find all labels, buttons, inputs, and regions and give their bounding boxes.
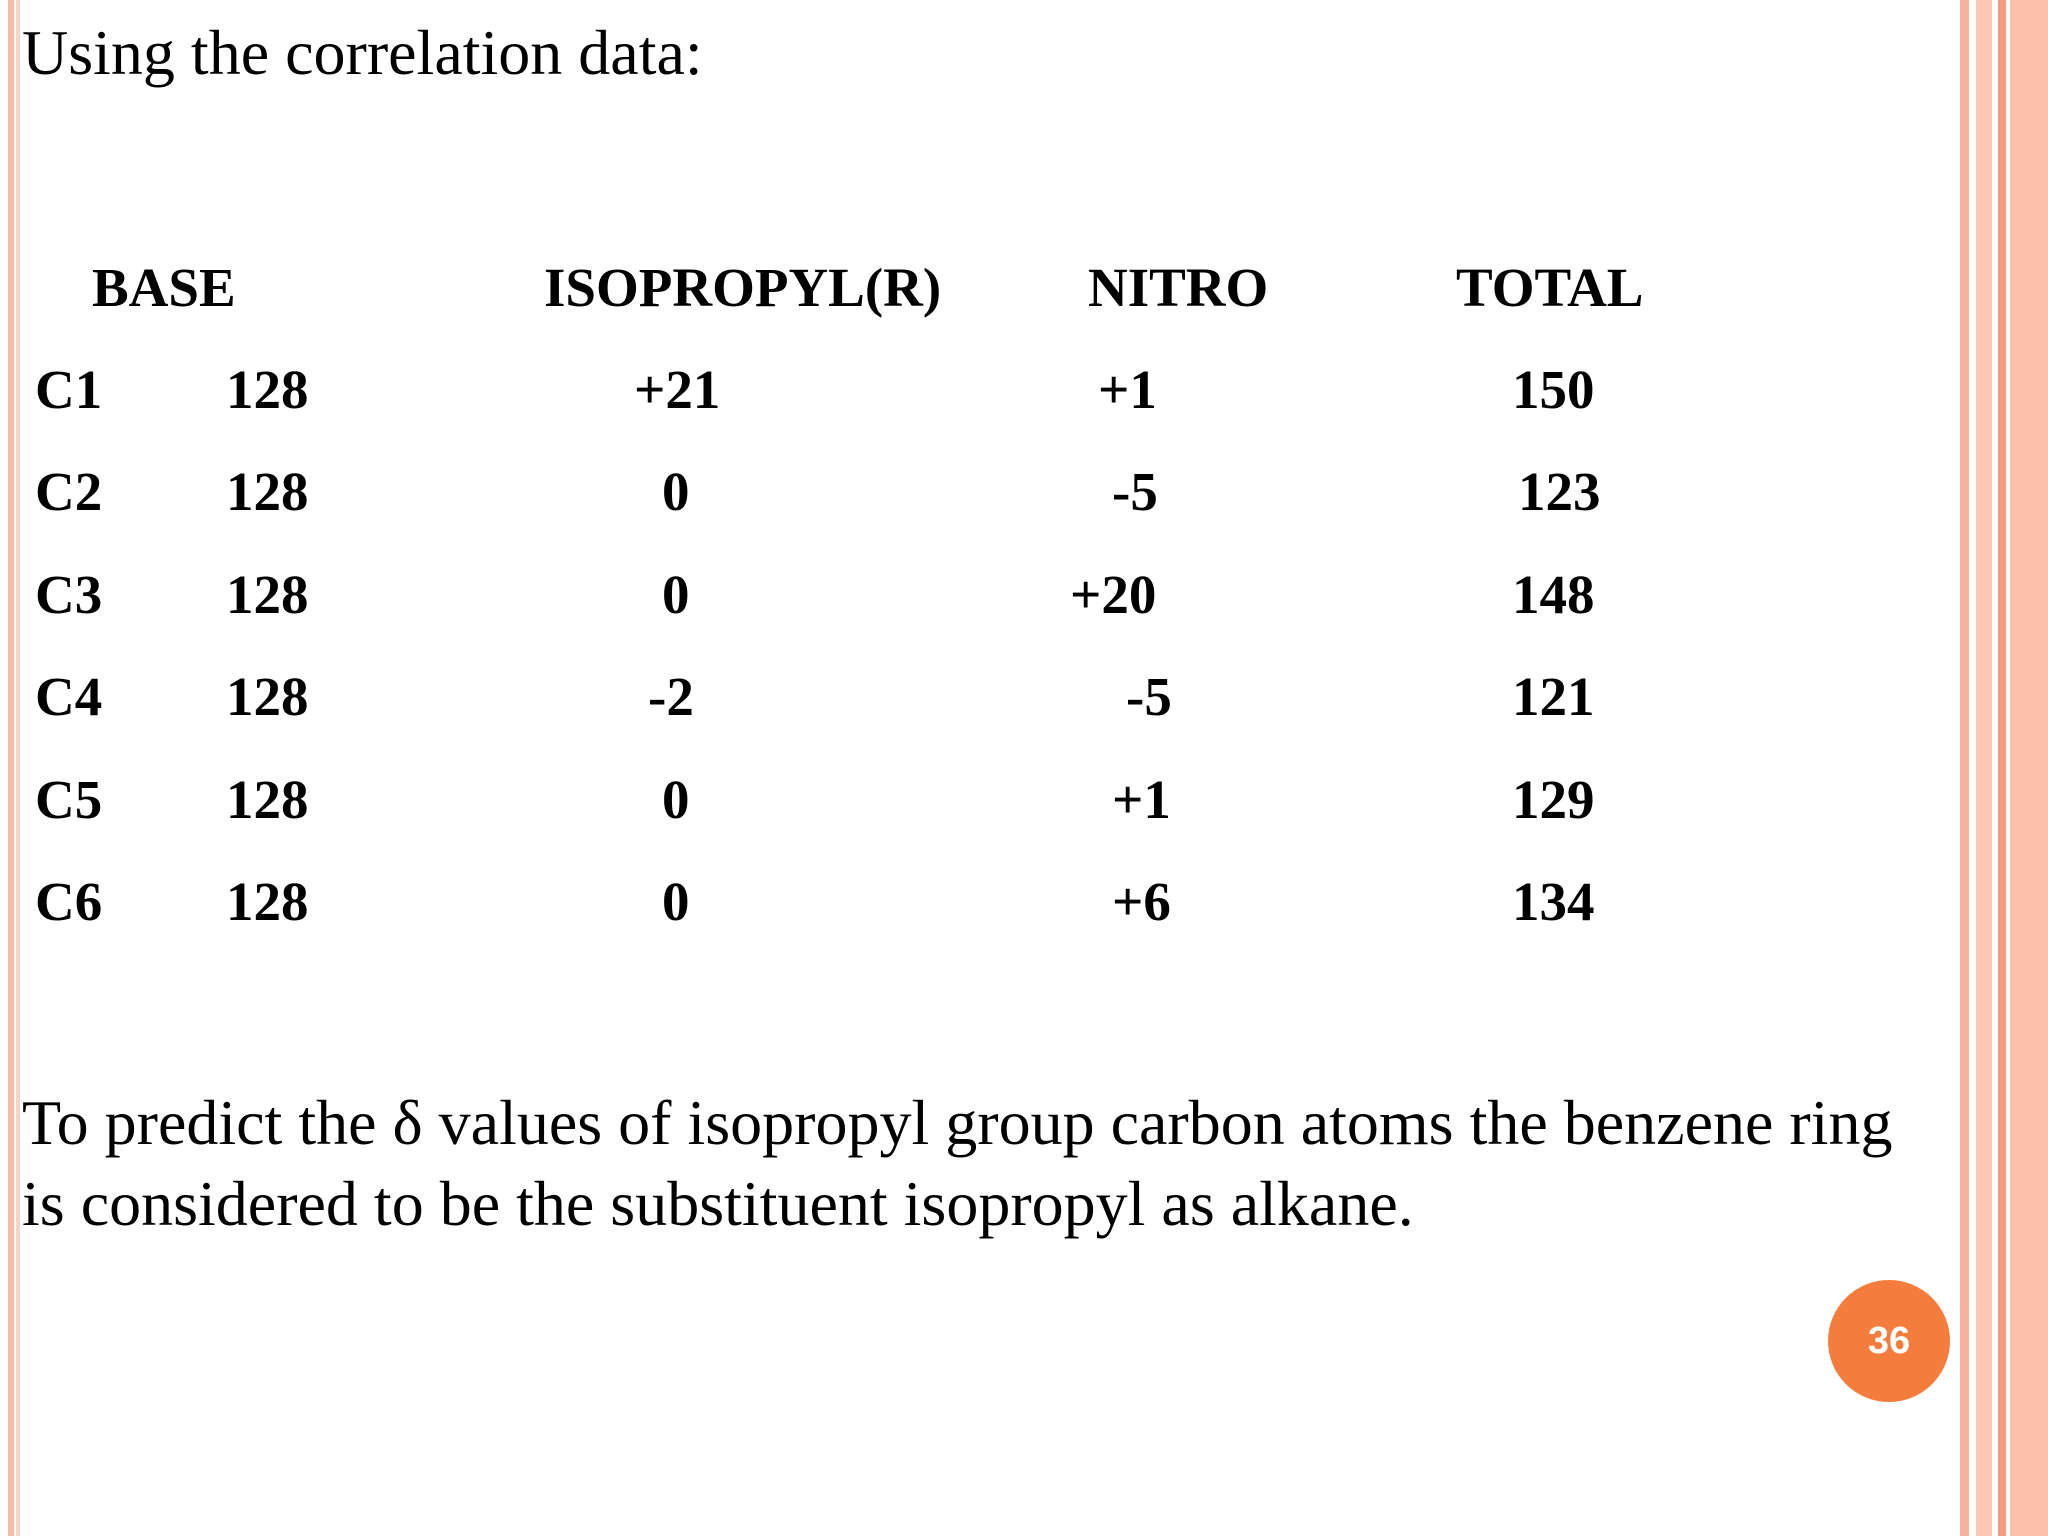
header-isopropyl: ISOPROPYL(R) [544,257,942,318]
right-border-stripe-1 [1960,0,1969,1536]
header-nitro: NITRO [1088,257,1269,318]
header-base: BASE [92,257,236,318]
row-c6-nitro: +6 [1112,871,1171,932]
row-c4-isopropyl: -2 [648,666,694,727]
row-c5-isopropyl: 0 [662,769,690,830]
row-c6-base: 128 [226,871,309,932]
left-border-stripe-inner [16,0,20,1536]
row-c3-base: 128 [226,564,309,625]
row-c5-base: 128 [226,769,309,830]
row-c6-carbon: C6 [35,871,103,932]
page-number-badge: 36 [1828,1280,1950,1402]
right-border-stripe-2 [1976,0,1992,1536]
row-c2-isopropyl: 0 [662,461,690,522]
left-border-stripe [8,0,14,1536]
row-c2-base: 128 [226,461,309,522]
row-c3-isopropyl: 0 [662,564,690,625]
row-c6-total: 134 [1512,871,1595,932]
row-c4-nitro: -5 [1126,666,1172,727]
row-c6-isopropyl: 0 [662,871,690,932]
row-c5-carbon: C5 [35,769,103,830]
row-c3-total: 148 [1512,564,1595,625]
row-c1-carbon: C1 [35,359,103,420]
row-c3-nitro: +20 [1070,564,1157,625]
row-c4-total: 121 [1512,666,1595,727]
right-border-stripe-4 [2010,0,2048,1536]
row-c3-carbon: C3 [35,564,103,625]
row-c1-isopropyl: +21 [634,359,721,420]
slide-heading: Using the correlation data: [22,17,703,88]
row-c5-nitro: +1 [1112,769,1171,830]
row-c1-base: 128 [226,359,309,420]
right-border-stripe-3 [1998,0,2006,1536]
row-c4-carbon: C4 [35,666,103,727]
row-c1-nitro: +1 [1098,359,1157,420]
row-c4-base: 128 [226,666,309,727]
header-total: TOTAL [1456,257,1644,318]
explanation-text: To predict the δ values of isopropyl group carbon atoms the benzene ring is considered to be the substituent isopropyl as alkane. [22,1087,1893,1239]
row-c2-carbon: C2 [35,461,103,522]
row-c2-total: 123 [1518,461,1601,522]
row-c2-nitro: -5 [1112,461,1158,522]
row-c1-total: 150 [1512,359,1595,420]
row-c5-total: 129 [1512,769,1595,830]
